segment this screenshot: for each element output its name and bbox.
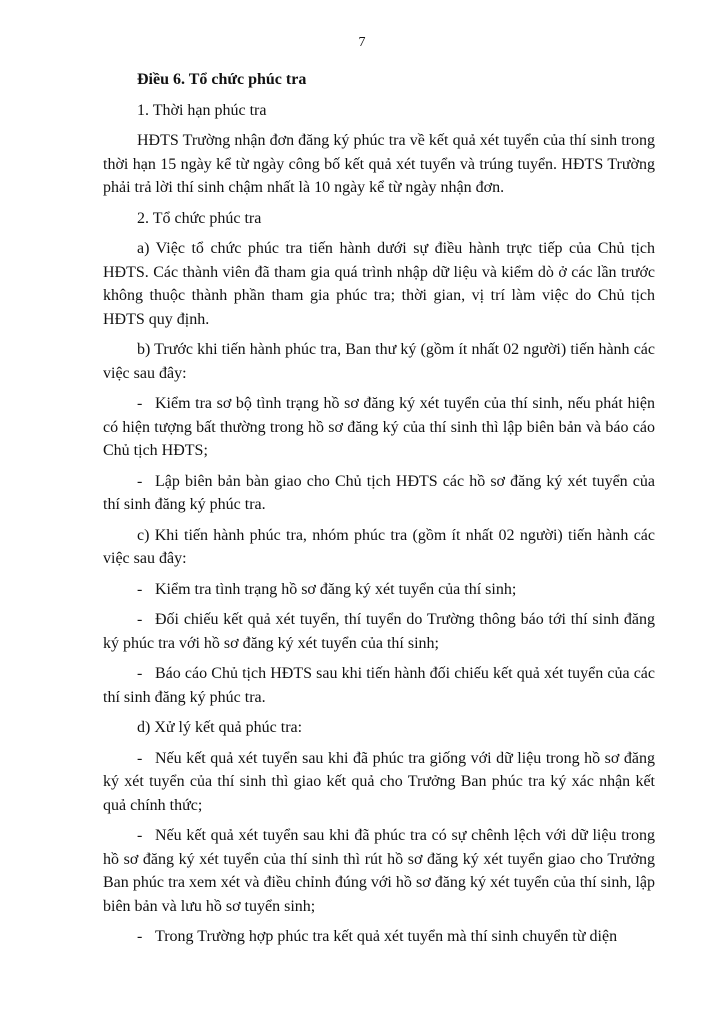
bullet-dash: - (137, 580, 143, 598)
article-heading: Điều 6. Tổ chức phúc tra (137, 71, 307, 88)
bullet-item (103, 662, 655, 709)
bullet-item (103, 824, 655, 918)
bullet-dash: - (137, 665, 143, 682)
document-body (103, 68, 655, 956)
bullet-text: Đối chiếu kết quả xét tuyển, thí tuyển do Trường thông báo tới thí sinh đăng ký phúc tra với hồ sơ đăng ký xét tuyển của thí sinh; (103, 611, 655, 652)
bullet-item (103, 747, 655, 818)
paragraph-item-d: d) Xử lý kết quả phúc tra: (137, 719, 303, 736)
paragraph-time-limit: HĐTS Trường nhận đơn đăng ký phúc tra về kết quả xét tuyển của thí sinh trong thời hạn 15 ngày kể từ ngày công bố kết quả xét tuyển và trúng tuyển. HĐTS Trường phải trả lời thí sinh chậm nhất là 10 ngày kể từ ngày nhận đơn. (103, 132, 655, 196)
bullet-text: Kiểm tra tình trạng hồ sơ đăng ký xét tuyển của thí sinh; (155, 580, 517, 598)
paragraph-item-b: b) Trước khi tiến hành phúc tra, Ban thư ký (gồm ít nhất 02 người) tiến hành các việc sau đây: (103, 341, 655, 382)
bullet-dash: - (137, 827, 143, 844)
bullet-dash: - (137, 395, 143, 412)
bullet-item (103, 608, 655, 655)
bullet-dash: - (137, 472, 143, 490)
bullet-text: Nếu kết quả xét tuyển sau khi đã phúc tra giống với dữ liệu trong hồ sơ đăng ký xét tuyển của thí sinh thì giao kết quả cho Trưởng Ban phúc tra ký xác nhận kết quả chính thức; (103, 749, 655, 814)
bullet-item (103, 392, 655, 463)
section-heading-time-limit: 1. Thời hạn phúc tra (137, 101, 267, 119)
page-number: 7 (358, 35, 366, 50)
bullet-dash: - (137, 749, 143, 767)
bullet-dash: - (137, 928, 143, 945)
bullet-text: Kiểm tra sơ bộ tình trạng hồ sơ đăng ký xét tuyển của thí sinh, nếu phát hiện có hiện tượng bất thường trong hồ sơ đăng ký của thí sinh thì lập biên bản và báo cáo Chủ tịch HĐTS; (103, 395, 655, 459)
paragraph-item-c: c) Khi tiến hành phúc tra, nhóm phúc tra (gồm ít nhất 02 người) tiến hành các việc sau đây: (103, 526, 655, 567)
bullet-dash: - (137, 611, 143, 628)
bullet-text: Trong Trường hợp phúc tra kết quả xét tuyển mà thí sinh chuyển từ diện (155, 928, 618, 945)
paragraph-item-a: a) Việc tổ chức phúc tra tiến hành dưới sự điều hành trực tiếp của Chủ tịch HĐTS. Các thành viên đã tham gia quá trình nhập dữ liệu và kiểm dò ở các lần trước không thuộc thành phần tham gia phúc tra; thời gian, vị trí làm việc do Chủ tịch HĐTS quy định. (103, 240, 655, 328)
bullet-text: Báo cáo Chủ tịch HĐTS sau khi tiến hành đối chiếu kết quả xét tuyển của các thí sinh đăng ký phúc tra. (103, 665, 655, 706)
bullet-text: Nếu kết quả xét tuyển sau khi đã phúc tra có sự chênh lệch với dữ liệu trong hồ sơ đăng ký xét tuyển của thí sinh thì rút hồ sơ đăng ký xét tuyển giao cho Trưởng Ban phúc tra xem xét và điều chỉnh đúng với hồ sơ đăng ký xét tuyển của thí sinh, lập biên bản và lưu hồ sơ tuyển sinh; (103, 827, 655, 915)
bullet-item (103, 925, 655, 949)
bullet-text: Lập biên bản bàn giao cho Chủ tịch HĐTS các hồ sơ đăng ký xét tuyển của thí sinh đăng ký phúc tra. (103, 472, 655, 513)
bullet-item (103, 470, 655, 517)
bullet-item (103, 578, 655, 602)
section-heading-organization: 2. Tổ chức phúc tra (137, 209, 262, 227)
